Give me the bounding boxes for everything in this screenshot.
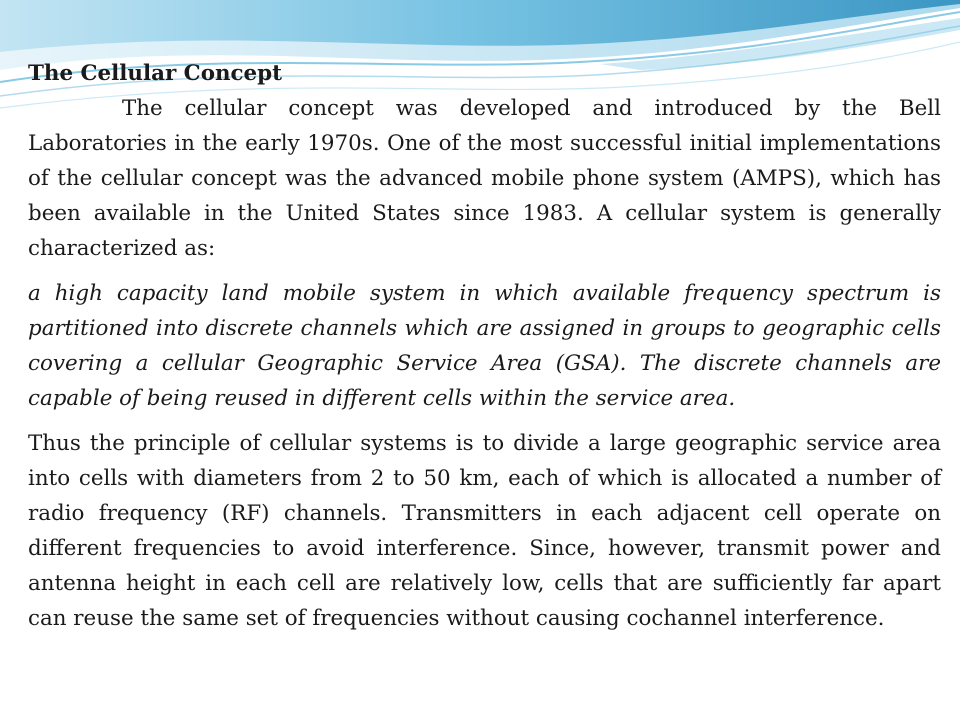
- principle-paragraph: Thus the principle of cellular systems is to divide a large geographic service area into cells with diameters from 2 to 50 km, each of which is allocated a number of radio frequency (RF) channels. Transmitters in each adjacent cell operate on different frequencies to avoid interference. Since, however, transmit power and antenna height in each cell are relatively low, cells that are sufficiently far apart can reuse the same set of frequencies without causing cochannel interference.: [28, 431, 941, 631]
- slide-content: [28, 56, 941, 636]
- slide-title: The Cellular Concept: [28, 61, 282, 86]
- intro-paragraph: The cellular concept was developed and introduced by the Bell Laboratories in the early 1970s. One of the most successful initial implementations of the cellular concept was the advanced mobile phone system (AMPS), which has been available in the United States since 1983. A cellular system is generally characterized as:: [28, 96, 941, 261]
- definition-paragraph: a high capacity land mobile system in which available frequency spectrum is partitioned into discrete channels which are assigned in groups to geographic cells covering a cellular Geographic Service Area (GSA). The discrete channels are capable of being reused in different cells within the service area.: [28, 281, 941, 411]
